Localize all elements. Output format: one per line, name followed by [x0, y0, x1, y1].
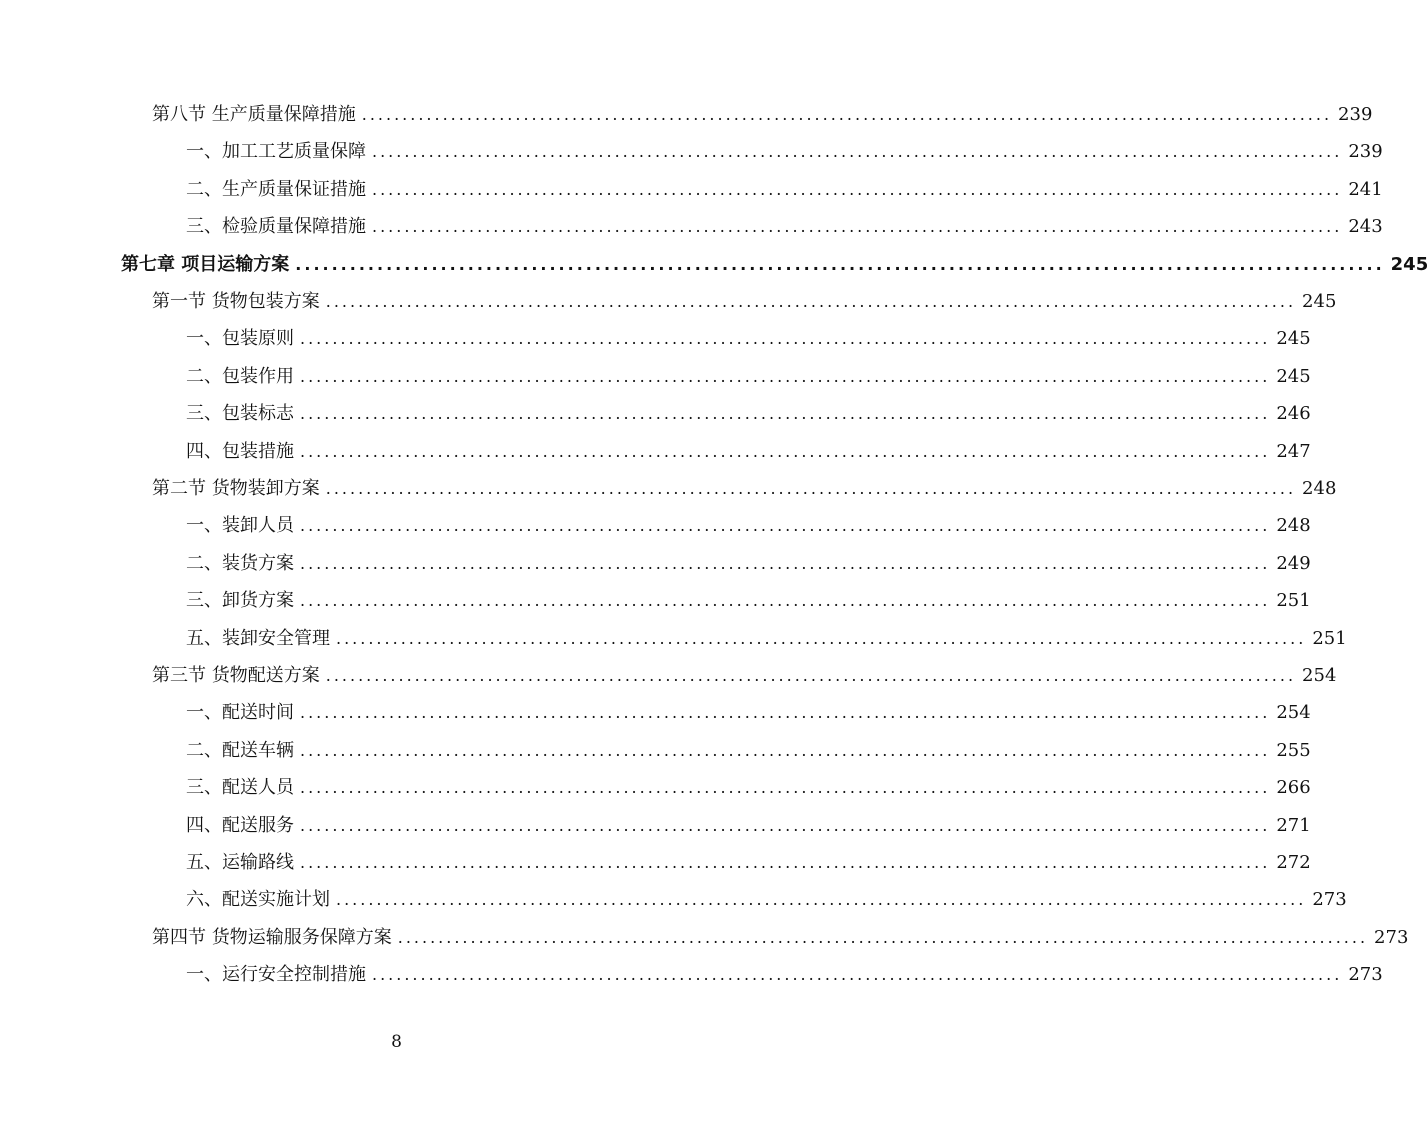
toc-entry-title: 二、包装作用 — [186, 365, 294, 387]
dot-leader: ........................................................................................................................ — [372, 217, 1343, 237]
toc-entry-item[interactable] — [186, 437, 1311, 463]
toc-entry-title: 三、配送人员 — [186, 777, 294, 799]
dot-leader: ........................................................................................................................ — [300, 404, 1271, 424]
toc-entry-page: 272 — [1276, 852, 1311, 873]
toc-entry-item[interactable] — [186, 324, 1311, 350]
dot-leader: ........................................................................................................................ — [325, 479, 1297, 498]
toc-entry-page: 266 — [1276, 777, 1311, 799]
toc-entry-item[interactable] — [186, 698, 1311, 724]
toc-entry-section[interactable] — [152, 474, 1337, 500]
toc-entry-title: 六、配送实施计划 — [186, 889, 330, 911]
toc-entry-item[interactable] — [186, 212, 1383, 238]
dot-leader: ........................................................................................................................ — [300, 778, 1271, 798]
dot-leader: ........................................................................................................................ — [300, 329, 1271, 349]
toc-entry-title: 二、配送车辆 — [186, 739, 294, 761]
dot-leader: ........................................................................................................................ — [300, 366, 1271, 386]
toc-entry-title: 三、检验质量保障措施 — [186, 216, 366, 238]
dot-leader: ........................................................................................................................ — [300, 703, 1271, 723]
toc-entry-item[interactable] — [186, 811, 1311, 837]
toc-entry-title: 五、运输路线 — [186, 852, 294, 873]
toc-entry-title: 五、装卸安全管理 — [186, 627, 330, 649]
dot-leader: ........................................................................................................................ — [336, 628, 1307, 648]
toc-entry-item[interactable] — [186, 137, 1383, 163]
dot-leader: ........................................................................................................................ — [300, 853, 1271, 872]
toc-entry-title: 一、运行安全控制措施 — [186, 964, 366, 986]
dot-leader: ........................................................................................................................ — [300, 553, 1271, 573]
toc-entry-title: 二、装货方案 — [186, 552, 294, 574]
toc-entry-title: 三、包装标志 — [186, 403, 294, 425]
toc-entry-title: 四、配送服务 — [186, 814, 294, 836]
toc-entry-page: 239 — [1348, 141, 1383, 163]
toc-entry-page: 254 — [1276, 702, 1311, 724]
toc-entry-page: 271 — [1276, 814, 1311, 836]
toc-entry-page: 241 — [1348, 178, 1383, 200]
toc-entry-title: 第二节 货物装卸方案 — [152, 478, 320, 499]
toc-entry-item[interactable] — [186, 848, 1311, 874]
toc-entry-item[interactable] — [186, 624, 1347, 650]
dot-leader: ........................................................................................................................ — [372, 142, 1343, 162]
page-number: 8 — [391, 1032, 402, 1052]
toc-entry-chapter[interactable] — [121, 250, 1428, 276]
dot-leader: ........................................................................................................................ — [300, 516, 1271, 536]
dot-leader: ........................................................................................................................ — [361, 105, 1333, 124]
toc-entry-page: 245 — [1302, 291, 1337, 312]
toc-entry-page: 246 — [1276, 403, 1311, 425]
toc-entry-page: 239 — [1338, 104, 1373, 125]
dot-leader: ........................................................................................................................ — [372, 179, 1343, 199]
toc-entry-page: 248 — [1302, 478, 1337, 499]
toc-entry-page: 273 — [1374, 926, 1409, 948]
toc-entry-page: 255 — [1276, 739, 1311, 761]
toc-entry-item[interactable] — [186, 175, 1383, 201]
toc-entry-title: 第一节 货物包装方案 — [152, 291, 320, 312]
toc-entry-title: 四、包装措施 — [186, 440, 294, 462]
dot-leader: ........................................................................................................................ — [325, 666, 1297, 685]
toc-entry-page: 254 — [1302, 665, 1337, 686]
dot-leader: ........................................................................................................................ — [300, 591, 1271, 611]
toc-entry-title: 一、配送时间 — [186, 702, 294, 724]
toc-entry-page: 248 — [1276, 515, 1311, 537]
toc-entry-title: 第四节 货物运输服务保障方案 — [152, 926, 392, 948]
dot-leader: ........................................................................................................................ — [300, 740, 1271, 760]
dot-leader: ........................................................................................................................ — [325, 292, 1297, 311]
toc-entry-page: 249 — [1276, 552, 1311, 574]
toc-entry-item[interactable] — [186, 773, 1311, 799]
toc-entry-title: 第七章 项目运输方案 — [121, 253, 290, 275]
toc-entry-page: 251 — [1312, 627, 1347, 649]
toc-entry-section[interactable] — [152, 100, 1373, 126]
toc-entry-section[interactable] — [152, 287, 1337, 313]
toc-entry-page: 251 — [1276, 590, 1311, 612]
toc-entry-page: 273 — [1312, 889, 1347, 911]
toc-entry-item[interactable] — [186, 736, 1311, 762]
toc-entry-section[interactable] — [152, 661, 1337, 687]
toc-entry-title: 一、加工工艺质量保障 — [186, 141, 366, 163]
toc-entry-title: 二、生产质量保证措施 — [186, 178, 366, 200]
dot-leader: ........................................................................................................................ — [397, 927, 1369, 947]
toc-entry-item[interactable] — [186, 362, 1311, 388]
toc-entry-title: 一、装卸人员 — [186, 515, 294, 537]
toc-entry-item[interactable] — [186, 960, 1383, 986]
toc-entry-page: 243 — [1348, 216, 1383, 238]
dot-leader: ........................................................................................................................ — [336, 890, 1307, 910]
toc-entry-item[interactable] — [186, 885, 1347, 911]
dot-leader: ........................................................................................................................ — [300, 441, 1271, 461]
toc-entry-page: 247 — [1276, 440, 1311, 462]
toc-entry-title: 第三节 货物配送方案 — [152, 665, 320, 686]
toc-entry-item[interactable] — [186, 586, 1311, 612]
dot-leader: ........................................................................................................................ — [300, 815, 1271, 835]
toc-entry-page: 245 — [1390, 253, 1428, 275]
dot-leader: ........................................................................................................................ — [295, 254, 1385, 274]
toc-entry-page: 273 — [1348, 964, 1383, 986]
toc-entry-title: 三、卸货方案 — [186, 590, 294, 612]
toc-entry-section[interactable] — [152, 923, 1409, 949]
toc-entry-page: 245 — [1276, 328, 1311, 350]
toc-entry-item[interactable] — [186, 549, 1311, 575]
toc-entry-title: 第八节 生产质量保障措施 — [152, 104, 356, 125]
toc-entry-title: 一、包装原则 — [186, 328, 294, 350]
toc-entry-page: 245 — [1276, 365, 1311, 387]
toc-entry-item[interactable] — [186, 511, 1311, 537]
toc-entry-item[interactable] — [186, 399, 1311, 425]
dot-leader: ........................................................................................................................ — [372, 965, 1343, 985]
